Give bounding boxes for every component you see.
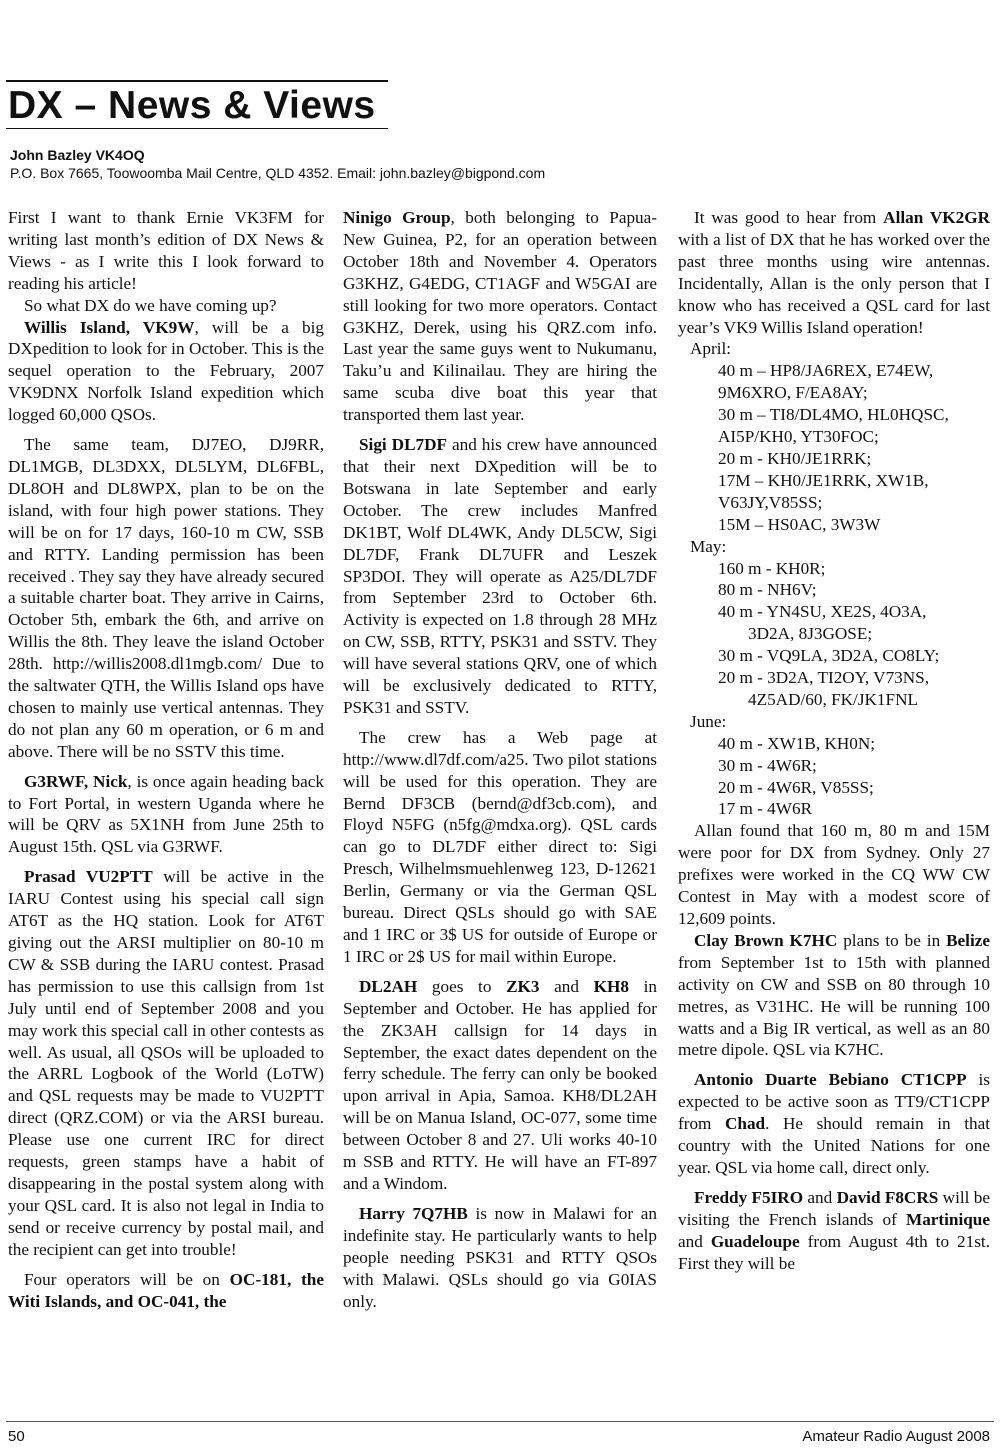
list-item: 9M6XRO, F/EA8AY; [718, 383, 868, 403]
paragraph: So what DX do we have coming up? [24, 295, 277, 315]
paragraph: Four operators will be on OC-181, the Witi Islands, and OC-041, the [8, 1269, 324, 1311]
paragraph: Freddy F5IRO and David F8CRS will be visiting the French islands of Martinique and Guadeloupe from August 4th to 21st. First they will be [678, 1187, 990, 1273]
footer-rule [6, 1421, 994, 1422]
column-2 [343, 207, 657, 1320]
author-address: P.O. Box 7665, Toowoomba Mail Centre, QLD 4352. Email: john.bazley@bigpond.com [10, 165, 546, 181]
paragraph: G3RWF, Nick, is once again heading back to Fort Portal, in western Uganda where he will be QRV as 5X1NH from June 25th to August 15th. QSL via G3RWF. [8, 771, 324, 857]
list-item: 3D2A, 8J3GOSE; [748, 624, 873, 644]
paragraph: Antonio Duarte Bebiano CT1CPP is expected to be active soon as TT9/CT1CPP from Chad. He should remain in that country with the United Nations for one year. QSL via home call, direct only. [678, 1070, 990, 1177]
list-item: 20 m - 4W6R, V85SS; [718, 777, 874, 797]
page-title: DX – News & Views [8, 84, 376, 127]
paragraph: Harry 7Q7HB is now in Malawi for an indefinite stay. He particularly wants to help people needing PSK31 and RTTY QSOs with Malawi. QSLs should go via G0IAS only. [343, 1203, 657, 1311]
month-label: April: [690, 339, 732, 359]
paragraph: DL2AH goes to ZK3 and KH8 in September and October. He has applied for the ZK3AH callsign for 14 days in September, the exact dates dependent on the ferry schedule. The ferry can only be booked upon arrival in Apia, Samoa. KH8/DL2AH will be on Manua Island, OC-077, some time between October 8 and 27. Uli works 40-10 m SSB and RTTY. He will have an FT-897 and a Windom. [343, 976, 657, 1193]
paragraph: The same team, DJ7EO, DJ9RR, DL1MGB, DL3DXX, DL5LYM, DL6FBL, DL8OH and DL8WPX, plan to be on the island, with four high power stations. They will be on for 17 days, 160-10 m CW, SSB and RTTY. Landing permission has been received . They say they have already secured a suitable charter boat. They arrive in Cairns, October 5th, embark the 6th, and arrive on Willis the 8th. They leave the island October 28th. http://willis2008.dl1mgb.com/ Due to the saltwater QTH, the Willis Island ops have chosen to mainly use vertical antennas. They do not plan any 60 m operation, or 6 m and above. There will be no SSTV this time. [8, 435, 324, 761]
list-item: 20 m - 3D2A, TI2OY, V73NS, [718, 668, 930, 688]
page-number: 50 [8, 1428, 25, 1445]
paragraph: Allan found that 160 m, 80 m and 15M were poor for DX from Sydney. Only 27 prefixes were worked in the CQ WW CW Contest in May with a modest score of 12,609 points. [678, 821, 990, 928]
column-1 [8, 207, 324, 1320]
publication-info: Amateur Radio August 2008 [802, 1428, 990, 1445]
paragraph: Clay Brown K7HC plans to be in Belize from September 1st to 15th with planned activity on CW and SSB on 80 through 10 metres, as V31HC. He will be running 100 watts and a Big IR vertical, as well as an 80 metre dipole. QSL via K7HC. [678, 930, 990, 1060]
list-item: 160 m - KH0R; [718, 558, 826, 578]
month-label: May: [690, 536, 727, 556]
list-item: 30 m - 4W6R; [718, 755, 817, 775]
paragraph: Prasad VU2PTT will be active in the IARU Contest using his special call sign AT6T as the HQ station. Look for AT6T giving out the ARSI multiplier on 80-10 m CW & SSB during the IARU contest. Prasad has permission to use this callsign from 1st July until end of September 2008 and you may work this special call in other contests as well. As usual, all QSOs will be uploaded to the ARRL Logbook of the World (LoTW) and QSL requests may be made to VU2PTT direct (QRZ.COM) or via the ARSI bureau. Please use one current IRC for direct requests, green stamps have a habit of disappearing in the postal system along with your QSL card. It is also not legal in India to send or receive currency by postal mail, and the recipient can get into trouble! [8, 867, 324, 1259]
list-item: 80 m - NH6V; [718, 580, 817, 600]
list-item: 17M – KH0/JE1RRK, XW1B, [718, 470, 929, 490]
list-item: 4Z5AD/60, FK/JK1FNL [748, 689, 918, 709]
column-3 [678, 207, 990, 1283]
list-item: 20 m - KH0/JE1RRK; [718, 448, 872, 468]
list-item: 30 m - VQ9LA, 3D2A, CO8LY; [718, 646, 940, 666]
paragraph: Sigi DL7DF and his crew have announced that their next DXpedition will be to Botswana in late September and early October. The crew includes Manfred DK1BT, Wolf DL4WK, Andy DL5CW, Sigi DL7DF, Frank DL7UFR and Leszek SP3DOI. They will operate as A25/DL7DF from September 23rd to October 6th. Activity is expected on 1.8 through 28 MHz on CW, SSB, RTTY, PSK31 and SSTV. They will have several stations QRV, one of which will be exclusively dedicated to RTTY, PSK31 and SSTV. [343, 435, 657, 717]
paragraph: It was good to hear from Allan VK2GR with a list of DX that he has worked over the past three months using wire antennas. Incidentally, Allan is the only person that I know who has received a QSL card for last year’s VK9 Willis Island operation! [678, 208, 990, 337]
author-name: John Bazley VK4OQ [10, 147, 145, 163]
list-item: AI5P/KH0, YT30FOC; [718, 427, 879, 447]
dx-worked-list [678, 338, 990, 820]
list-item: 40 m - YN4SU, XE2S, 4O3A, [718, 602, 927, 622]
list-item: 30 m – TI8/DL4MO, HL0HQSC, [718, 405, 949, 425]
list-item: 40 m - XW1B, KH0N; [718, 733, 876, 753]
list-item: 40 m – HP8/JA6REX, E74EW, [718, 361, 934, 381]
list-item: 15M – HS0AC, 3W3W [718, 514, 881, 534]
paragraph: Willis Island, VK9W, will be a big DXpedition to look for in October. This is the sequel operation to the February, 2007 VK9DNX Norfolk Island expedition which logged 60,000 QSOs. [8, 317, 324, 425]
list-item: 17 m - 4W6R [718, 799, 813, 819]
month-label: June: [690, 711, 727, 731]
paragraph: Ninigo Group, both belonging to Papua-New Guinea, P2, for an operation between October 18th and November 4. Operators G3KHZ, G4EDG, CT1AGF and W5GAI are still looking for two more operators. Contact G3KHZ, Derek, using his QRZ.com info. Last year the same guys went to Nukumanu, Taku’u and Kilinailau. They are hiring the same scuba dive boat this year that transported them last year. [343, 208, 657, 425]
title-top-rule [6, 80, 388, 82]
title-bottom-rule [6, 128, 388, 129]
paragraph: The crew has a Web page at http://www.dl7df.com/a25. Two pilot stations will be used for this operation. They are Bernd DF3CB (bernd@df3cb.com), and Floyd N5FG (n5fg@mdxa.org). QSL cards can go to DL7DF either direct to: Sigi Presch, Wilhelmsmuehlenweg 123, D-12621 Berlin, Germany or via the German QSL bureau. Direct QSLs should go with SAE and 1 IRC or 3$ US for outside of Europe or 1 IRC or 2$ US for mail within Europe. [343, 727, 657, 966]
paragraph: First I want to thank Ernie VK3FM for writing last month’s edition of DX News & Views - as I write this I look forward to reading his article! [8, 208, 324, 293]
list-item: V63JY,V85SS; [718, 492, 823, 512]
